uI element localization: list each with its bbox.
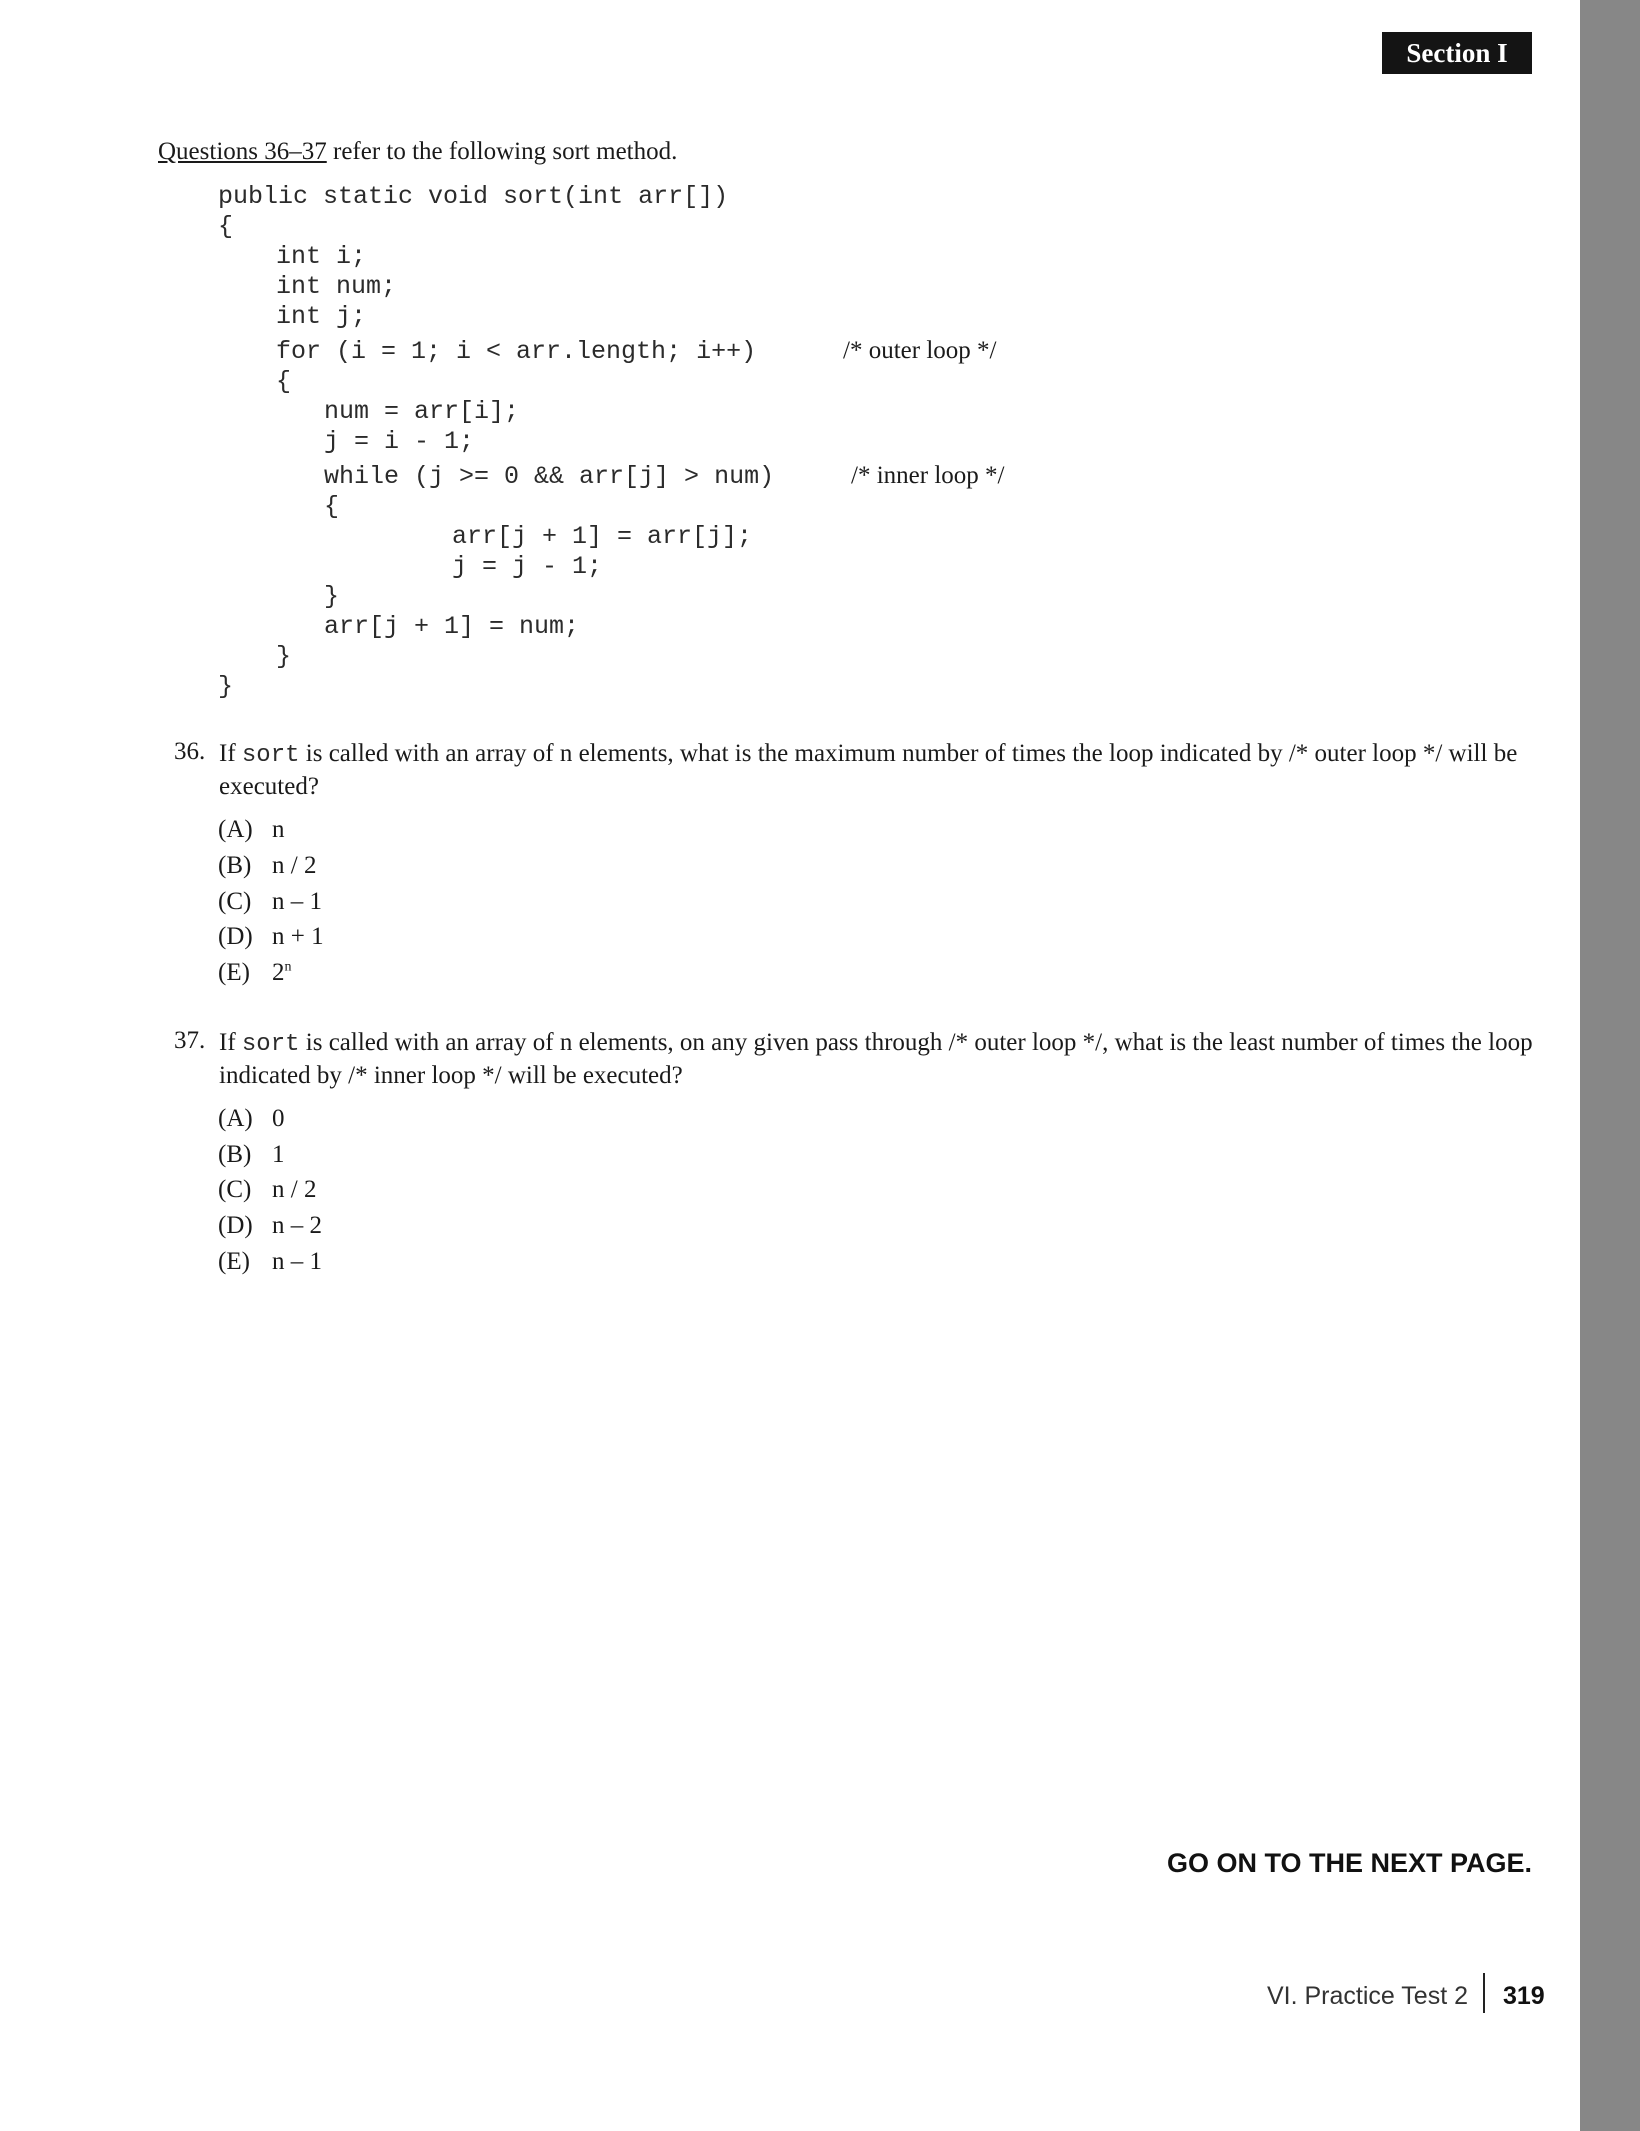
answer-choice: (E) 2$^n$ <box>218 959 292 986</box>
code-line: public static void sort(int arr[]) <box>218 182 729 211</box>
footer-divider <box>1483 1973 1485 2013</box>
answer-choice: (C) n / 2 <box>218 1176 317 1203</box>
questions-intro <box>158 138 677 166</box>
method-name: sort <box>241 742 300 769</box>
code-line: } <box>324 582 340 611</box>
answer-choice: (D) n + 1 <box>218 923 324 950</box>
code-line: j = j - 1; <box>452 552 603 581</box>
code-line: int num; <box>276 272 397 301</box>
question-number: 36. <box>174 738 206 765</box>
section-label: Section I <box>1382 32 1532 74</box>
page-edge-bar <box>1580 0 1640 2131</box>
code-line: } <box>218 672 234 701</box>
code-line: j = i - 1; <box>324 427 475 456</box>
answer-choice: (E) n – 1 <box>218 1248 322 1275</box>
code-line: { <box>324 492 340 521</box>
answer-choice: (C) n – 1 <box>218 888 322 915</box>
questions-reference: Questions 36–37 <box>158 138 327 165</box>
code-line: while (j >= 0 && arr[j] > num) <box>324 462 775 491</box>
code-line: for (i = 1; i < arr.length; i++) <box>276 337 757 366</box>
method-name: sort <box>241 1031 300 1058</box>
code-line: } <box>276 642 292 671</box>
intro-text: refer to the following sort method. <box>326 138 678 165</box>
answer-choice: (A) n <box>218 816 285 843</box>
answer-choice: (A) 0 <box>218 1105 285 1132</box>
answer-choice: (B) n / 2 <box>218 852 317 879</box>
code-line: int j; <box>276 302 367 331</box>
code-line: int i; <box>276 242 367 271</box>
footer-chapter: VI. Practice Test 2 <box>1266 1982 1468 2010</box>
code-line: num = arr[i]; <box>324 397 520 426</box>
code-line: { <box>276 367 292 396</box>
question-number: 37. <box>174 1027 206 1054</box>
code-line: arr[j + 1] = num; <box>324 612 580 641</box>
question-text: If sort is called with an array of n elements, what is the maximum number of times the loop indicated by /* outer loop */ will be executed? <box>219 740 1518 800</box>
answer-choice: (D) n – 2 <box>218 1212 322 1239</box>
answer-choice: (B) 1 <box>218 1141 285 1168</box>
code-line: arr[j + 1] = arr[j]; <box>452 522 753 551</box>
go-on-notice: GO ON TO THE NEXT PAGE. <box>1166 1848 1532 1878</box>
page-number: 319 <box>1503 1982 1545 2010</box>
question-text: If sort is called with an array of n elements, on any given pass through /* outer loop */, what is the least number of times the loop indicated by /* inner loop */ will be executed? <box>219 1029 1533 1089</box>
inner-loop-comment: /* inner loop */ <box>851 462 1005 489</box>
outer-loop-comment: /* outer loop */ <box>843 337 997 364</box>
code-line: { <box>218 212 234 241</box>
